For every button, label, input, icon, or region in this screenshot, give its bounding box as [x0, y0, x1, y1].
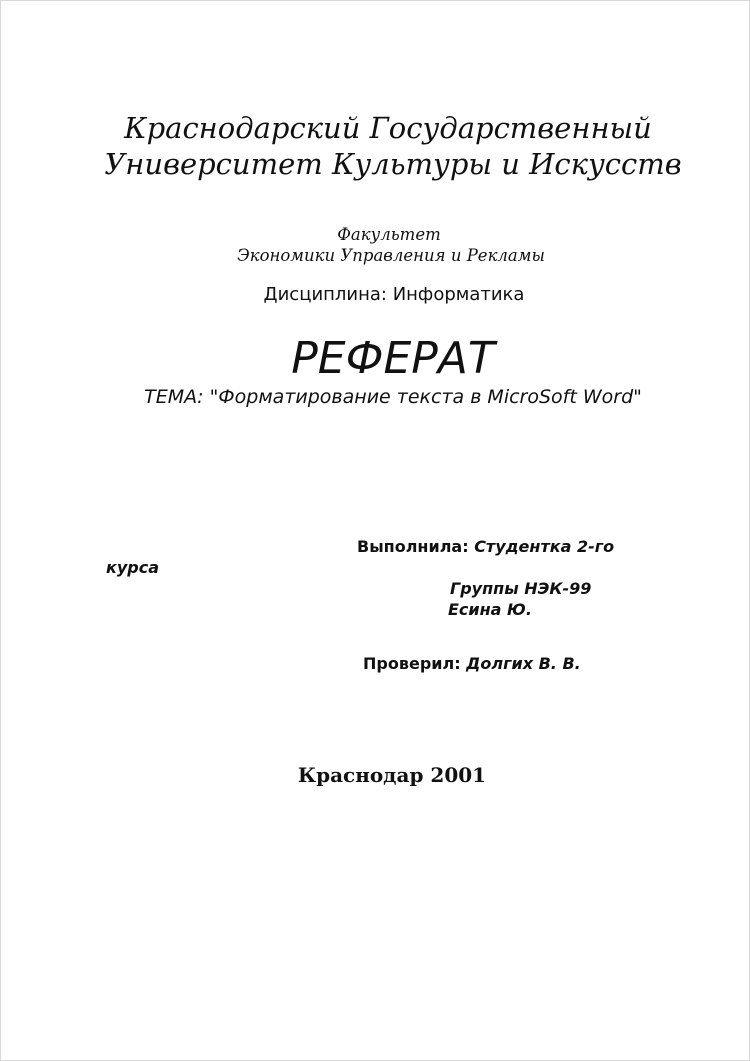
university-name-line-2: Университет Культуры и Искусств — [104, 147, 682, 181]
document-type-title: РЕФЕРАТ — [291, 333, 495, 384]
topic: ТЕМА: "Форматирование текста в MicroSoft Word" — [144, 386, 642, 408]
performed-by — [357, 536, 614, 558]
discipline: Дисциплина: Информатика — [263, 284, 525, 305]
performed-value: Студентка 2-го — [474, 537, 615, 556]
course-word: курса — [106, 558, 160, 577]
faculty-name: Экономики Управления и Рекламы — [237, 246, 545, 265]
checked-label: Проверил: — [363, 654, 461, 673]
checked-by — [363, 653, 581, 675]
city-year: Краснодар 2001 — [297, 763, 487, 787]
checked-value: Долгих В. В. — [466, 654, 581, 673]
university-name-line-1: Краснодарский Государственный — [124, 111, 652, 145]
faculty-label: Факультет — [337, 225, 441, 244]
performed-label: Выполнила: — [357, 537, 469, 556]
student-name: Есина Ю. — [448, 600, 532, 619]
group-name: Группы НЭК-99 — [450, 579, 592, 598]
